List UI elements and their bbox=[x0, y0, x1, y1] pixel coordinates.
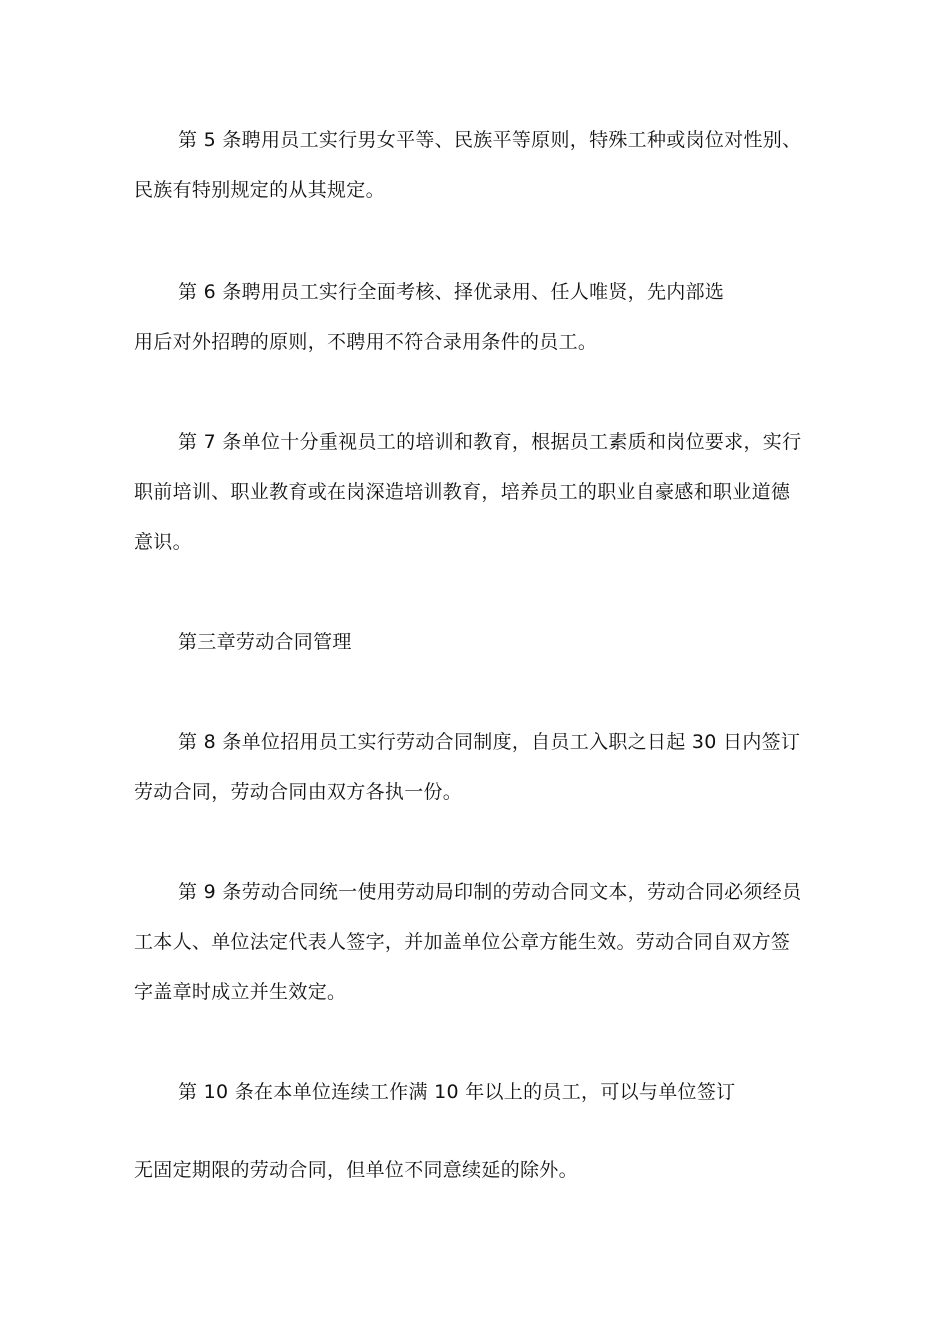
article-5-line-1: 第 5 条聘用员工实行男女平等、民族平等原则，特殊工种或岗位对性别、 bbox=[178, 129, 802, 151]
article-7-line-1: 第 7 条单位十分重视员工的培训和教育，根据员工素质和岗位要求，实行 bbox=[178, 431, 802, 453]
article-7-line-2: 职前培训、职业教育或在岗深造培训教育，培养员工的职业自豪感和职业道德 bbox=[134, 481, 791, 503]
article-9-line-3: 字盖章时成立并生效定。 bbox=[134, 981, 347, 1003]
article-9-line-1: 第 9 条劳动合同统一使用劳动局印制的劳动合同文本，劳动合同必须经员 bbox=[178, 881, 802, 903]
article-10-line-2: 无固定期限的劳动合同，但单位不同意续延的除外。 bbox=[134, 1159, 578, 1181]
article-5-line-2: 民族有特别规定的从其规定。 bbox=[134, 179, 385, 201]
article-8-line-2: 劳动合同，劳动合同由双方各执一份。 bbox=[134, 781, 463, 803]
chapter-3-heading: 第三章劳动合同管理 bbox=[178, 631, 352, 653]
article-7-line-3: 意识。 bbox=[134, 531, 192, 553]
article-9-line-2: 工本人、单位法定代表人签字，并加盖单位公章方能生效。劳动合同自双方签 bbox=[134, 931, 791, 953]
article-10-line-1: 第 10 条在本单位连续工作满 10 年以上的员工，可以与单位签订 bbox=[178, 1081, 736, 1103]
article-8-line-1: 第 8 条单位招用员工实行劳动合同制度，自员工入职之日起 30 日内签订 bbox=[178, 731, 801, 753]
article-6-line-2: 用后对外招聘的原则，不聘用不符合录用条件的员工。 bbox=[134, 331, 598, 353]
article-6-line-1: 第 6 条聘用员工实行全面考核、择优录用、任人唯贤，先内部选 bbox=[178, 281, 725, 303]
